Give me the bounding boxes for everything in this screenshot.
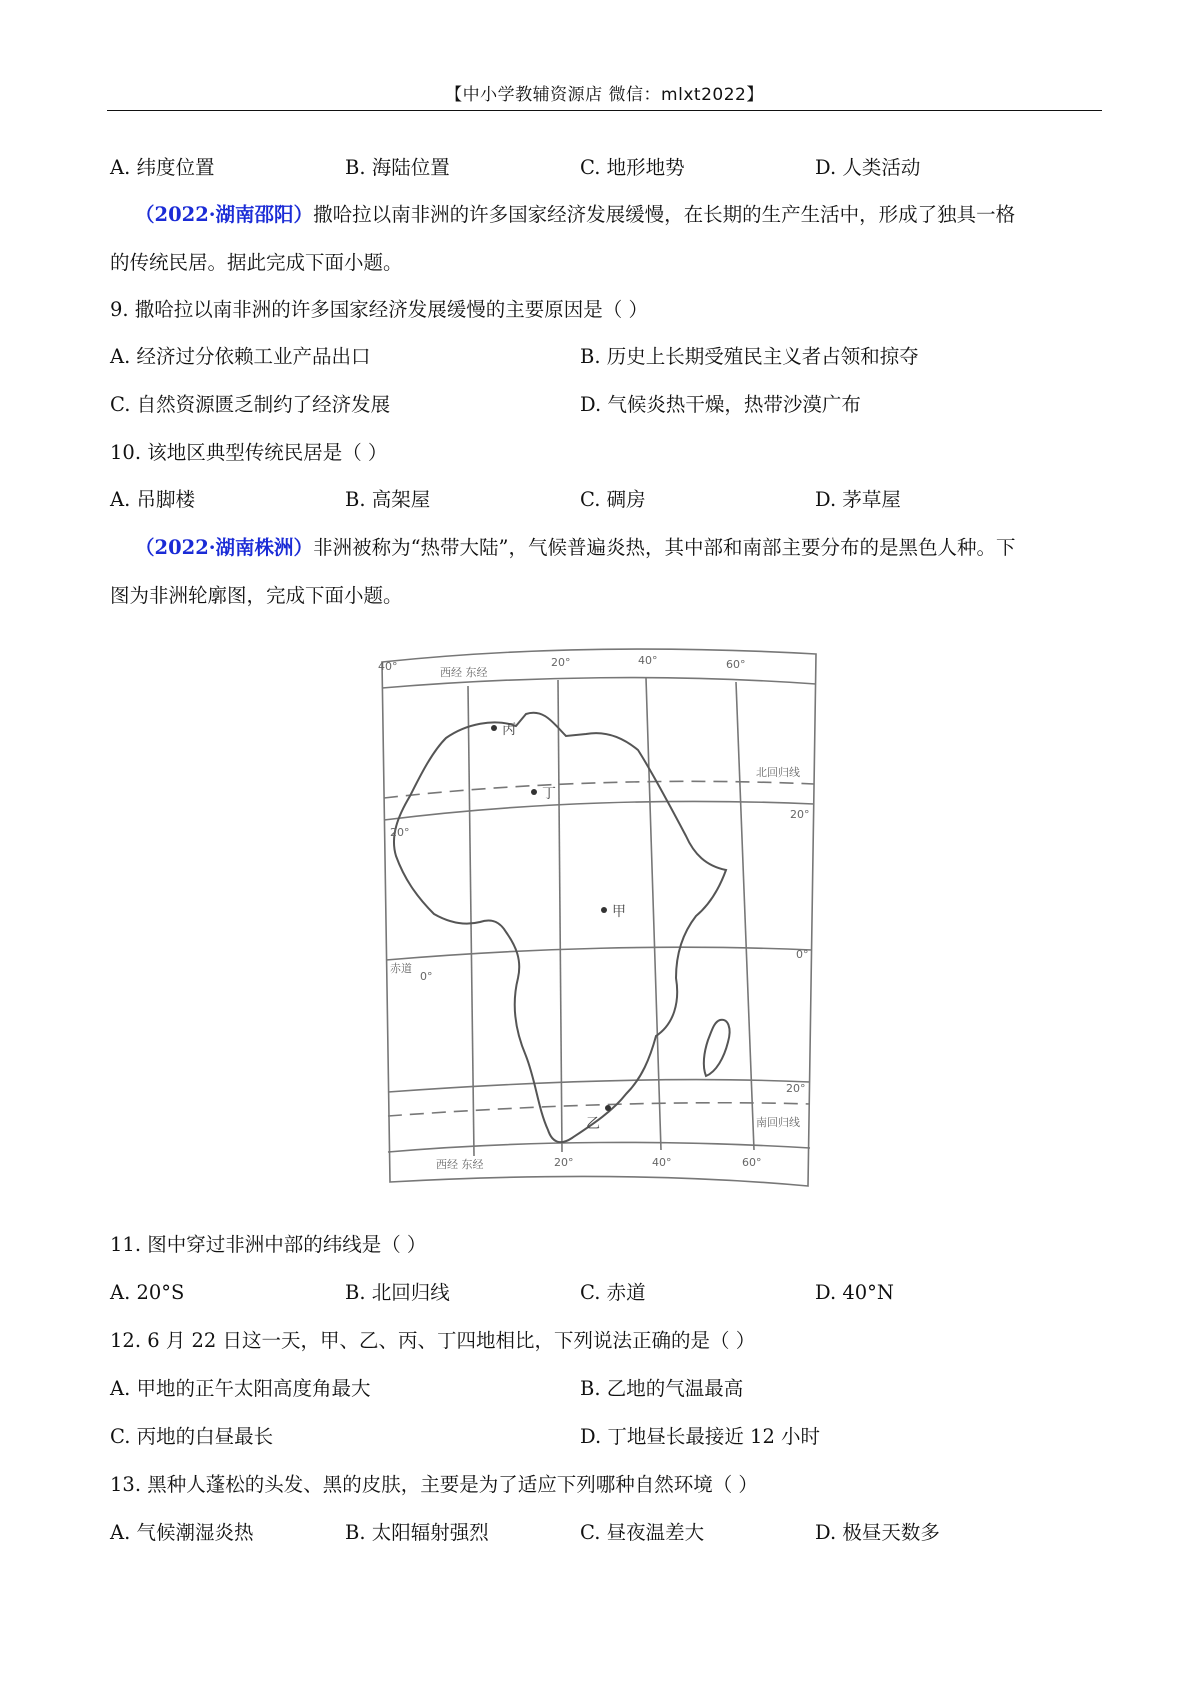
q8-option-d[interactable]: D. 人类活动 — [815, 156, 921, 179]
q10-option-a[interactable]: A. 吊脚楼 — [110, 488, 195, 511]
meridian-0 — [468, 686, 474, 1156]
passage1-source: （2022·湖南邵阳） — [135, 203, 314, 226]
parallel-equator — [386, 947, 812, 960]
lon-top-1: 20° — [551, 656, 571, 669]
q10-option-b[interactable]: B. 高架屋 — [345, 488, 431, 511]
passage2-source: （2022·湖南株洲） — [135, 536, 314, 559]
q13-option-d[interactable]: D. 极昼天数多 — [815, 1521, 940, 1544]
parallel-20n — [384, 801, 814, 820]
bottom-band-line — [388, 1142, 810, 1152]
q9-option-d[interactable]: D. 气候炎热干燥，热带沙漠广布 — [580, 393, 861, 416]
passage1-line1 — [135, 202, 1015, 228]
map-bottom-label: 西经 东经 — [436, 1158, 484, 1171]
q11-option-c[interactable]: C. 赤道 — [580, 1281, 646, 1304]
point-yi-marker — [605, 1105, 611, 1111]
passage1-line2: 的传统民居。据此完成下面小题。 — [110, 251, 403, 274]
top-band-line — [382, 678, 816, 688]
passage2-text: 非洲被称为“热带大陆”，气候普遍炎热，其中部和南部主要分布的是黑色人种。下 — [313, 536, 1016, 559]
q12-option-d[interactable]: D. 丁地昼长最接近 12 小时 — [580, 1425, 821, 1448]
q13-option-c[interactable]: C. 昼夜温差大 — [580, 1521, 705, 1544]
q8-option-c[interactable]: C. 地形地势 — [580, 156, 685, 179]
q11-option-d[interactable]: D. 40°N — [815, 1281, 894, 1304]
africa-outline-map — [376, 626, 846, 1214]
point-ding-marker — [531, 789, 537, 795]
point-jia-marker — [601, 907, 607, 913]
q12-option-a[interactable]: A. 甲地的正午太阳高度角最大 — [110, 1377, 371, 1400]
q9-stem: 9. 撒哈拉以南非洲的许多国家经济发展缓慢的主要原因是（ ） — [110, 298, 649, 321]
lat-label-3: 0° — [420, 970, 433, 983]
madagascar-outline — [704, 1020, 730, 1076]
passage2-line1 — [135, 535, 1016, 561]
meridian-20 — [558, 680, 562, 1152]
point-bing-label: 丙 — [502, 722, 516, 738]
passage1-text: 撒哈拉以南非洲的许多国家经济发展缓慢，在长期的生产生活中，形成了独具一格 — [313, 203, 1016, 226]
q9-option-c[interactable]: C. 自然资源匮乏制约了经济发展 — [110, 393, 391, 416]
q12-stem: 12. 6 月 22 日这一天，甲、乙、丙、丁四地相比，下列说法正确的是（ ） — [110, 1329, 756, 1352]
lat-label-4: 20° — [786, 1082, 806, 1095]
tropic-south-line — [388, 1103, 810, 1116]
tropic-north-label: 北回归线 — [756, 766, 800, 779]
q12-option-c[interactable]: C. 丙地的白昼最长 — [110, 1425, 274, 1448]
lon-bottom-2: 60° — [742, 1156, 762, 1169]
lat-label-0: 20° — [790, 808, 810, 821]
q13-option-a[interactable]: A. 气候潮湿炎热 — [110, 1521, 254, 1544]
lon-top-3: 60° — [726, 658, 746, 671]
q9-option-a[interactable]: A. 经济过分依赖工业产品出口 — [110, 345, 371, 368]
equator-label: 赤道 — [390, 962, 412, 975]
tropic-north-line — [384, 781, 814, 798]
q10-option-c[interactable]: C. 碉房 — [580, 488, 646, 511]
lon-bottom-0: 20° — [554, 1156, 574, 1169]
q9-option-b[interactable]: B. 历史上长期受殖民主义者占领和掠夺 — [580, 345, 919, 368]
header-rule — [107, 110, 1102, 111]
tropic-south-label: 南回归线 — [756, 1116, 800, 1129]
point-bing-marker — [491, 725, 497, 731]
q13-stem: 13. 黑种人蓬松的头发、黑的皮肤，主要是为了适应下列哪种自然环境（ ） — [110, 1473, 758, 1496]
q10-option-d[interactable]: D. 茅草屋 — [815, 488, 901, 511]
q12-option-b[interactable]: B. 乙地的气温最高 — [580, 1377, 744, 1400]
lon-top-2: 40° — [638, 654, 658, 667]
lon-top-0: 40° — [378, 660, 398, 673]
q11-stem: 11. 图中穿过非洲中部的纬线是（ ） — [110, 1233, 427, 1256]
lat-label-1: 20° — [390, 826, 410, 839]
point-yi-label: 乙 — [586, 1116, 600, 1132]
lat-label-2: 0° — [796, 948, 809, 961]
page-header: 【中小学教辅资源店 微信：mlxt2022】 — [445, 85, 764, 105]
passage2-line2: 图为非洲轮廓图，完成下面小题。 — [110, 584, 403, 607]
parallel-20s — [388, 1080, 810, 1092]
q10-stem: 10. 该地区典型传统民居是（ ） — [110, 441, 388, 464]
q8-option-a[interactable]: A. 纬度位置 — [110, 156, 215, 179]
map-top-label: 西经 东经 — [440, 666, 488, 679]
lon-bottom-1: 40° — [652, 1156, 672, 1169]
q8-option-b[interactable]: B. 海陆位置 — [345, 156, 450, 179]
point-ding-label: 丁 — [542, 786, 556, 802]
point-jia-label: 甲 — [612, 904, 626, 920]
q11-option-b[interactable]: B. 北回归线 — [345, 1281, 450, 1304]
q13-option-b[interactable]: B. 太阳辐射强烈 — [345, 1521, 489, 1544]
q11-option-a[interactable]: A. 20°S — [110, 1281, 185, 1304]
